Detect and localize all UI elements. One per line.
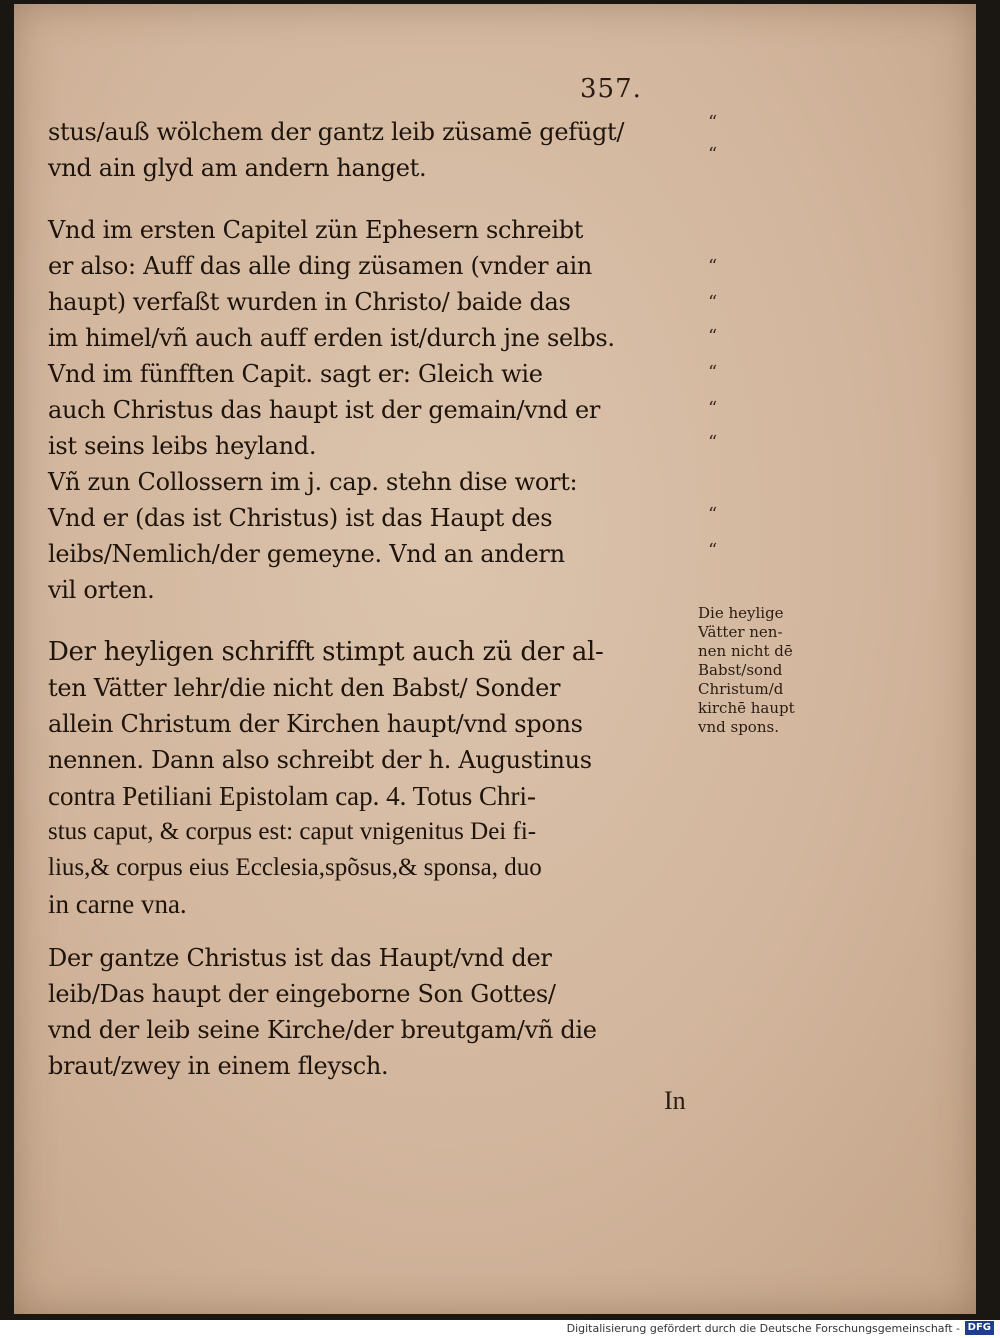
book-page — [14, 4, 976, 1314]
text-line: in carne vna. — [48, 889, 187, 919]
text-line: leibs/Nemlich/der gemeyne. Vnd an andern — [48, 540, 565, 568]
quote-mark: “ — [708, 326, 718, 347]
marginal-note-line: Die heylige — [698, 604, 784, 622]
quote-mark: “ — [708, 432, 718, 453]
marginal-note — [698, 604, 828, 737]
text-line: Vnd im ersten Capitel zün Ephesern schreibt — [48, 216, 584, 244]
quote-mark: “ — [708, 540, 718, 561]
text-line: Vnd im fünfften Capit. sagt er: Gleich wie — [48, 360, 543, 388]
page-number: 357. — [580, 74, 642, 104]
marginal-note-line: nen nicht dē — [698, 642, 793, 660]
text-line: im himel/vñ auch auff erden ist/durch jne selbs. — [48, 324, 615, 352]
text-line: contra Petiliani Epistolam cap. 4. Totus Chri- — [48, 781, 537, 811]
text-line: stus/auß wölchem der gantz leib züsamē gefügt/ — [48, 118, 625, 146]
quote-mark: “ — [708, 398, 718, 419]
text-line: Der gantze Christus ist das Haupt/vnd der — [48, 944, 552, 972]
quote-mark: “ — [708, 144, 718, 165]
footer-credit: Digitalisierung gefördert durch die Deutsche Forschungsgemeinschaft - — [566, 1322, 960, 1335]
text-line: Vnd er (das ist Christus) ist das Haupt des — [48, 504, 553, 532]
text-line: nennen. Dann also schreibt der h. Augustinus — [48, 746, 592, 774]
quote-mark: “ — [708, 292, 718, 313]
text-line: vnd ain glyd am andern hanget. — [48, 154, 427, 182]
dfg-logo-icon: DFG — [965, 1321, 994, 1335]
text-line: stus caput, & corpus est: caput vnigenitus Dei fi- — [48, 818, 537, 845]
text-line: Der heyligen schrifft stimpt auch zü der al- — [48, 637, 604, 667]
catchword: In — [664, 1086, 686, 1115]
marginal-note-line: Babst/sond — [698, 661, 783, 679]
marginal-note-line: kirchē haupt — [698, 699, 795, 717]
text-line: vil orten. — [48, 576, 155, 604]
quote-mark: “ — [708, 256, 718, 277]
text-line: ist seins leibs heyland. — [48, 432, 317, 460]
quote-mark: “ — [708, 504, 718, 525]
text-line: haupt) verfaßt wurden in Christo/ baide das — [48, 288, 571, 316]
text-line: allein Christum der Kirchen haupt/vnd spons — [48, 710, 583, 738]
text-line: vnd der leib seine Kirche/der breutgam/vñ die — [48, 1016, 597, 1044]
text-line: er also: Auff das alle ding züsamen (vnder ain — [48, 252, 593, 280]
marginal-note-line: vnd spons. — [698, 718, 779, 736]
text-line: ten Vätter lehr/die nicht den Babst/ Sonder — [48, 674, 561, 702]
text-line: Vñ zun Collossern im j. cap. stehn dise wort: — [48, 468, 578, 496]
text-line: braut/zwey in einem fleysch. — [48, 1052, 389, 1080]
page-body — [48, 114, 698, 1084]
quote-mark: “ — [708, 362, 718, 383]
quote-mark: “ — [708, 112, 718, 133]
text-line: auch Christus das haupt ist der gemain/vnd er — [48, 396, 601, 424]
text-line: lius,& corpus eius Ecclesia,spõsus,& sponsa, duo — [48, 854, 542, 881]
marginal-note-line: Vätter nen- — [698, 623, 783, 641]
text-line: leib/Das haupt der eingeborne Son Gottes/ — [48, 980, 556, 1008]
marginal-note-line: Christum/d — [698, 680, 784, 698]
